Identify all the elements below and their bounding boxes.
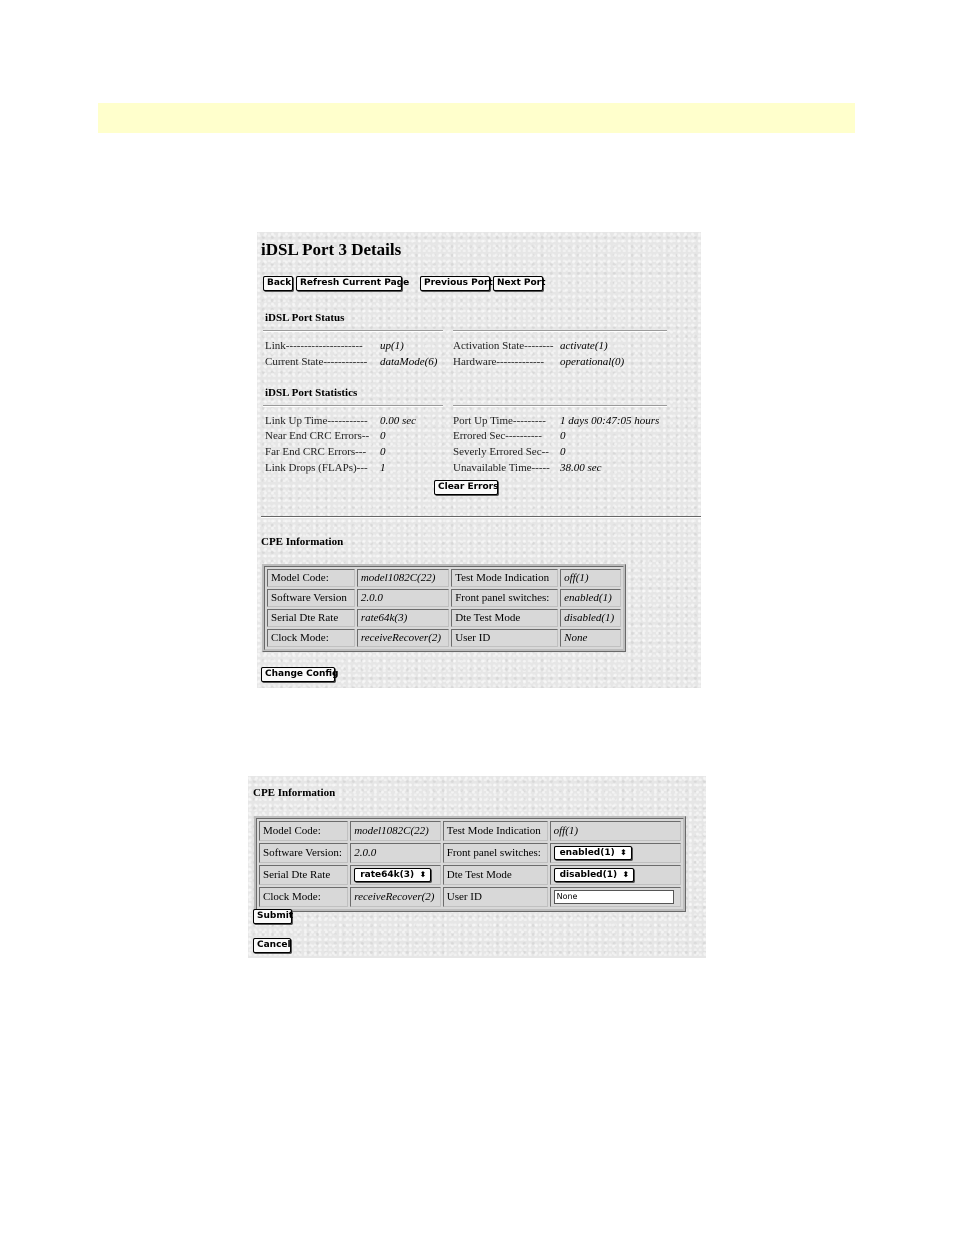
cancel-button[interactable]: Cancel [253,938,291,953]
severly-errored-sec-label: Severly Errored Sec-- [453,446,549,458]
errored-sec-label: Errored Sec---------- [453,430,542,442]
cpe-cell-label: Software Version [267,589,355,607]
table-row [267,629,621,647]
unavailable-time-label: Unavailable Time----- [453,462,550,474]
divider [263,405,443,407]
cpe-cell-label: Model Code: [259,821,348,841]
link-up-time-value: 0.00 sec [380,415,417,427]
cpe-cell-label: Serial Dte Rate [259,865,348,885]
cpe-info-table [262,564,626,652]
change-config-button[interactable]: Change Config [261,667,335,682]
cpe-cell-value: enabled(1) [560,589,621,607]
up-down-arrow-icon: ⬍ [622,870,630,879]
front-panel-switches-select[interactable] [554,846,632,860]
cpe-cell-label: Dte Test Mode [443,865,548,885]
near-end-crc-value: 0 [380,430,386,442]
user-id-cell [550,887,681,907]
next-port-button[interactable]: Next Port [493,276,543,291]
cpe-edit-table [254,816,686,912]
header-bar [98,103,855,133]
link-drops-label: Link Drops (FLAPs)--- [265,462,368,474]
port-up-time-value: 1 days 00:47:05 hours [560,415,660,427]
section-divider [261,516,701,518]
severly-errored-sec-value: 0 [560,446,566,458]
cpe-cell-label: Test Mode Indication [451,569,558,587]
cpe-cell-value: receiveRecover(2) [357,629,449,647]
port-up-time-label: Port Up Time--------- [453,415,546,427]
refresh-current-page-button[interactable]: Refresh Current Page [296,276,402,291]
cpe-edit-screenshot [248,776,706,958]
cpe-cell-value: model1082C(22) [350,821,441,841]
cpe-cell-label: Serial Dte Rate [267,609,355,627]
port-statistics-heading: iDSL Port Statistics [265,387,358,399]
near-end-crc-label: Near End CRC Errors-- [265,430,370,442]
cpe-cell-value: rate64k(3) [357,609,449,627]
up-down-arrow-icon: ⬍ [419,870,427,879]
cpe-cell-value: model1082C(22) [357,569,449,587]
cpe-cell-label: User ID [451,629,558,647]
cpe-cell-label: Dte Test Mode [451,609,558,627]
port-status-heading: iDSL Port Status [265,312,345,324]
up-down-arrow-icon: ⬍ [620,848,627,857]
port-details-screenshot [257,232,701,688]
clear-errors-button[interactable]: Clear Errors [434,480,498,495]
submit-button[interactable]: Submit [253,909,292,924]
cpe-cell-value: None [560,629,621,647]
link-up-time-label: Link Up Time----------- [265,415,368,427]
cpe-cell-label: Clock Mode: [267,629,355,647]
hardware-value: operational(0) [560,356,625,368]
table-row [267,569,621,587]
cpe-cell-label: Clock Mode: [259,887,348,907]
cpe-cell-value: off(1) [560,569,621,587]
cpe-cell-value: 2.0.0 [357,589,449,607]
link-value: up(1) [380,340,404,352]
table-row [267,589,621,607]
cpe-cell-value: 2.0.0 [350,843,441,863]
divider [453,405,667,407]
user-id-input[interactable]: None [554,890,674,904]
hardware-label: Hardware------------- [453,356,544,368]
dte-test-mode-select[interactable] [554,868,635,882]
link-label: Link--------------------- [265,340,363,352]
previous-port-button[interactable]: Previous Port [420,276,490,291]
serial-dte-rate-cell [350,865,441,885]
cpe-cell-label: Test Mode Indication [443,821,548,841]
current-state-value: dataMode(6) [380,356,438,368]
unavailable-time-value: 38.00 sec [560,462,602,474]
far-end-crc-label: Far End CRC Errors--- [265,446,367,458]
cpe-cell-label: User ID [443,887,548,907]
back-button[interactable]: Back [263,276,293,291]
table-row [259,821,681,841]
select-value: enabled(1) [559,848,615,858]
table-row [267,609,621,627]
table-row [259,887,681,907]
far-end-crc-value: 0 [380,446,386,458]
select-value: rate64k(3) [360,870,415,880]
activation-state-value: activate(1) [560,340,608,352]
table-row [259,843,681,863]
table-row [259,865,681,885]
cpe-edit-heading: CPE Information [253,787,336,799]
cpe-cell-label: Front panel switches: [443,843,548,863]
page-title: iDSL Port 3 Details [261,240,402,259]
activation-state-label: Activation State-------- [453,340,554,352]
current-state-label: Current State------------ [265,356,368,368]
cpe-cell-value: off(1) [550,821,681,841]
cpe-cell-label: Software Version: [259,843,348,863]
divider [453,330,667,332]
select-value: disabled(1) [559,870,618,880]
errored-sec-value: 0 [560,430,566,442]
cpe-cell-value: disabled(1) [560,609,621,627]
front-panel-cell [550,843,681,863]
cpe-cell-label: Front panel switches: [451,589,558,607]
link-drops-value: 1 [380,462,386,474]
dte-test-mode-cell [550,865,681,885]
serial-dte-rate-select[interactable] [354,868,431,882]
cpe-cell-label: Model Code: [267,569,355,587]
cpe-heading: CPE Information [261,536,344,548]
cpe-cell-value: receiveRecover(2) [350,887,441,907]
divider [263,330,443,332]
